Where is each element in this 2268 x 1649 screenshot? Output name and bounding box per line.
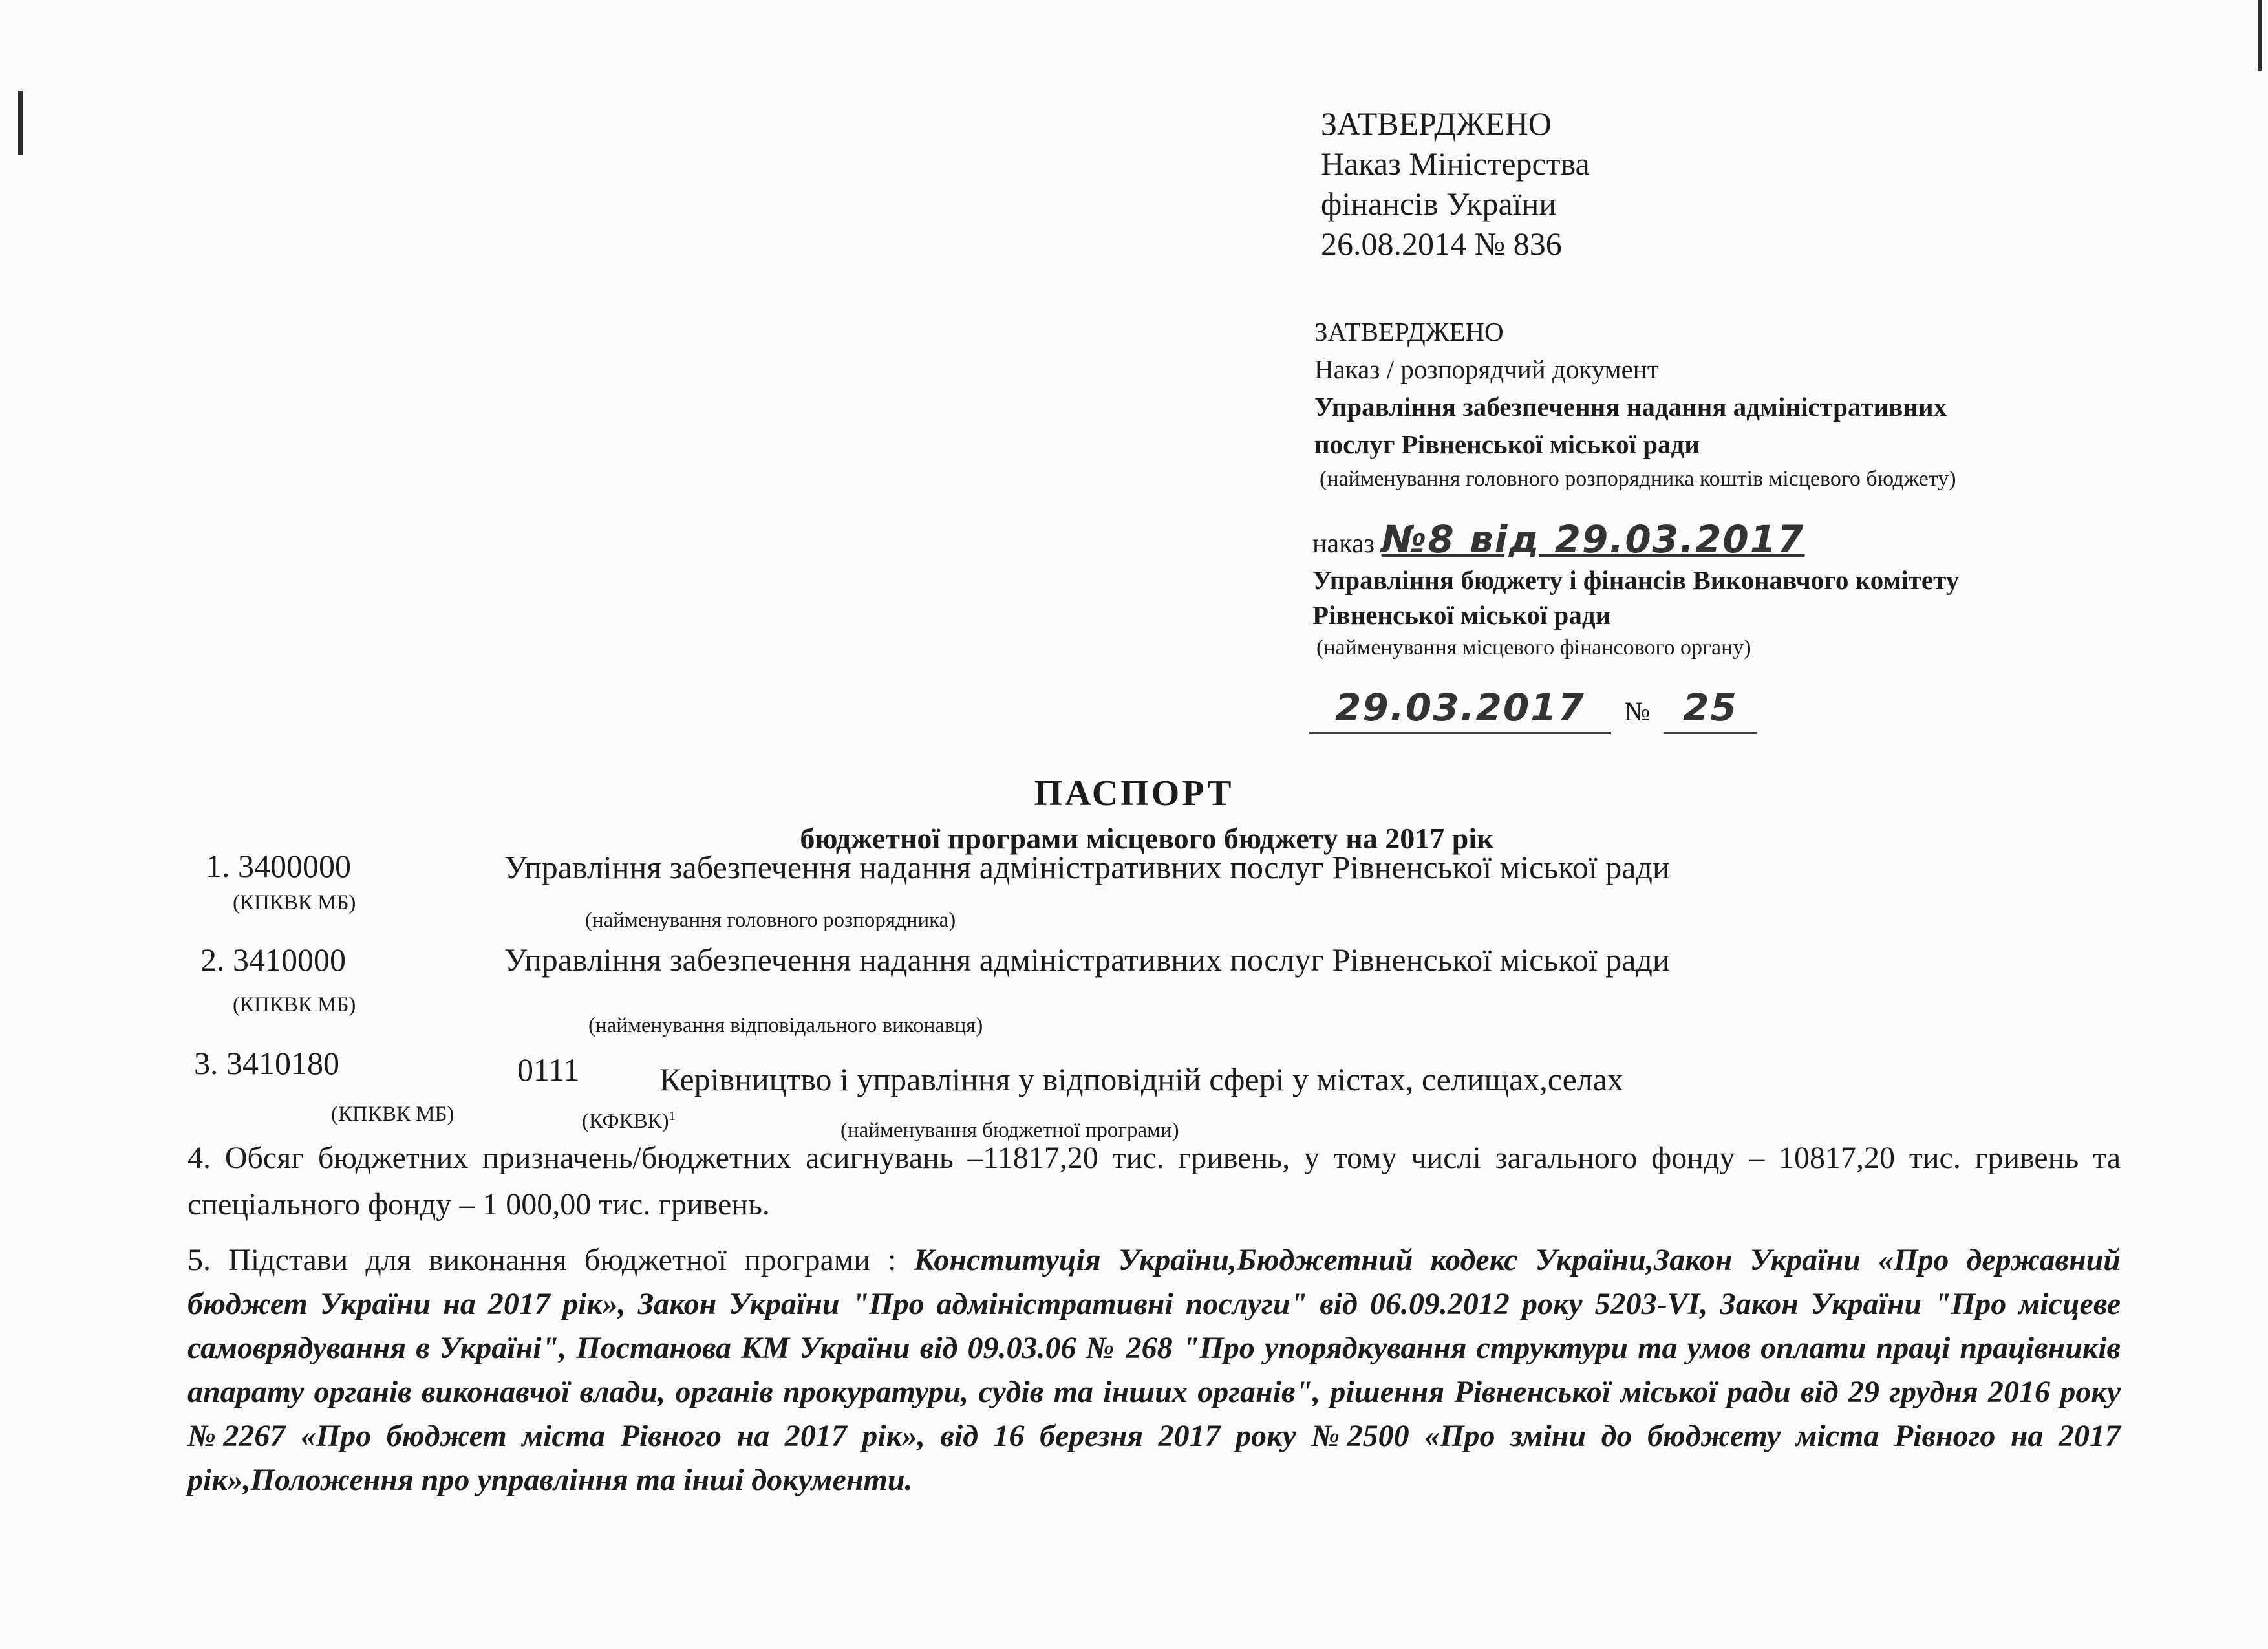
document-title: ПАСПОРТ xyxy=(1034,773,1234,814)
section3-function-label-text: (КФКВК) xyxy=(582,1110,669,1133)
section3-function-code: 0111 xyxy=(517,1051,580,1088)
order-handwritten: №8 від 29.03.2017 xyxy=(1381,517,1805,561)
section1-name: Управління забезпечення надання адміністративних послуг Рівненської міської ради xyxy=(504,849,1670,885)
registration-date-handwritten: 29.03.2017 xyxy=(1309,685,1611,734)
approval-finance-org-note: (найменування місцевого фінансового органу) xyxy=(1316,636,1751,660)
section2-name: Управління забезпечення надання адміністративних послуг Рівненської міської ради xyxy=(504,942,1670,978)
scan-edge-mark-left xyxy=(18,91,23,155)
section3-code-label: (КПКВК МБ) xyxy=(331,1103,455,1126)
order-line xyxy=(1312,517,1805,561)
registration-line xyxy=(1309,685,1757,734)
approval-manager-heading: ЗАТВЕРДЖЕНО xyxy=(1314,317,1504,347)
section1-code-label: (КПКВК МБ) xyxy=(233,891,356,914)
document-subtitle: бюджетної програми місцевого бюджету на 2017 рік xyxy=(800,822,1494,855)
section5-basis: Конституція України,Бюджетний кодекс України,Закон України «Про державний бюджет України на 2017 рік», Закон України "Про адміністративні послуги" від 06.09.2012 року 5203-VI, Закон України "Про місцеве самоврядування в Україні", Постанова КМ України від 09.03.06 № 268 "Про упорядкування структури та умов оплати праці працівників апарату органів виконавчої влади, органів прокуратури, судів та інших органів", рішення Рівненської міської ради від 29 грудня 2016 року №2267 «Про бюджет міста Рівного на 2017 рік», від 16 березня 2017 року №2500 «Про зміни до бюджету міста Рівного на 2017 рік»,Положення про управління та інші документи. xyxy=(187,1243,2121,1497)
scan-edge-mark-right xyxy=(2258,0,2262,71)
approval-finance-org-line2: Рівненської міської ради xyxy=(1312,600,1611,630)
approval-ministry-line2: фінансів України xyxy=(1321,186,1557,222)
approval-finance-block xyxy=(1312,563,1959,663)
registration-number-sign: № xyxy=(1624,697,1651,727)
order-prefix: наказ xyxy=(1312,529,1375,559)
section2-code-label: (КПКВК МБ) xyxy=(233,993,356,1017)
registration-number-handwritten: 25 xyxy=(1664,685,1757,734)
approval-manager-doc-type: Наказ / розпорядчий документ xyxy=(1314,354,1659,384)
approval-finance-org-line1: Управління бюджету і фінансів Виконавчого комітету xyxy=(1312,565,1960,595)
section3-name: Керівництво і управління у відповідній сфері у містах, селищах,селах xyxy=(659,1061,1623,1097)
section5-prefix: 5. Підстави для виконання бюджетної програми : xyxy=(187,1243,914,1277)
approval-ministry-block xyxy=(1321,103,1590,264)
approval-ministry-line1: Наказ Міністерства xyxy=(1321,146,1590,182)
section1-code: 1. 3400000 xyxy=(206,848,351,884)
approval-ministry-date-number: 26.08.2014 № 836 xyxy=(1321,226,1562,262)
section3-function-footnote: 1 xyxy=(669,1109,676,1123)
section3-code: 3. 3410180 xyxy=(194,1045,339,1081)
approval-manager-org-line2: послуг Рівненської міської ради xyxy=(1314,429,1700,459)
section2-name-label: (найменування відповідального виконавця) xyxy=(588,1014,983,1037)
section5-paragraph xyxy=(187,1238,2121,1502)
approval-manager-org-note: (найменування головного розпорядника коштів місцевого бюджету) xyxy=(1320,467,1956,491)
section3-name-label: (найменування бюджетної програми) xyxy=(840,1119,1179,1142)
section1-name-label: (найменування головного розпорядника) xyxy=(585,909,956,932)
approval-ministry-heading: ЗАТВЕРДЖЕНО xyxy=(1321,105,1552,142)
section2-code: 2. 3410000 xyxy=(200,942,346,978)
approval-manager-org-line1: Управління забезпечення надання адміністративних xyxy=(1314,392,1947,422)
approval-manager-block xyxy=(1314,313,1956,495)
section4-text: 4. Обсяг бюджетних призначень/бюджетних асигнувань –11817,20 тис. гривень, у тому числі загального фонду – 10817,20 тис. гривень та спеціального фонду – 1 000,00 тис. гривень. xyxy=(187,1141,2121,1222)
section3-function-label xyxy=(582,1109,676,1134)
